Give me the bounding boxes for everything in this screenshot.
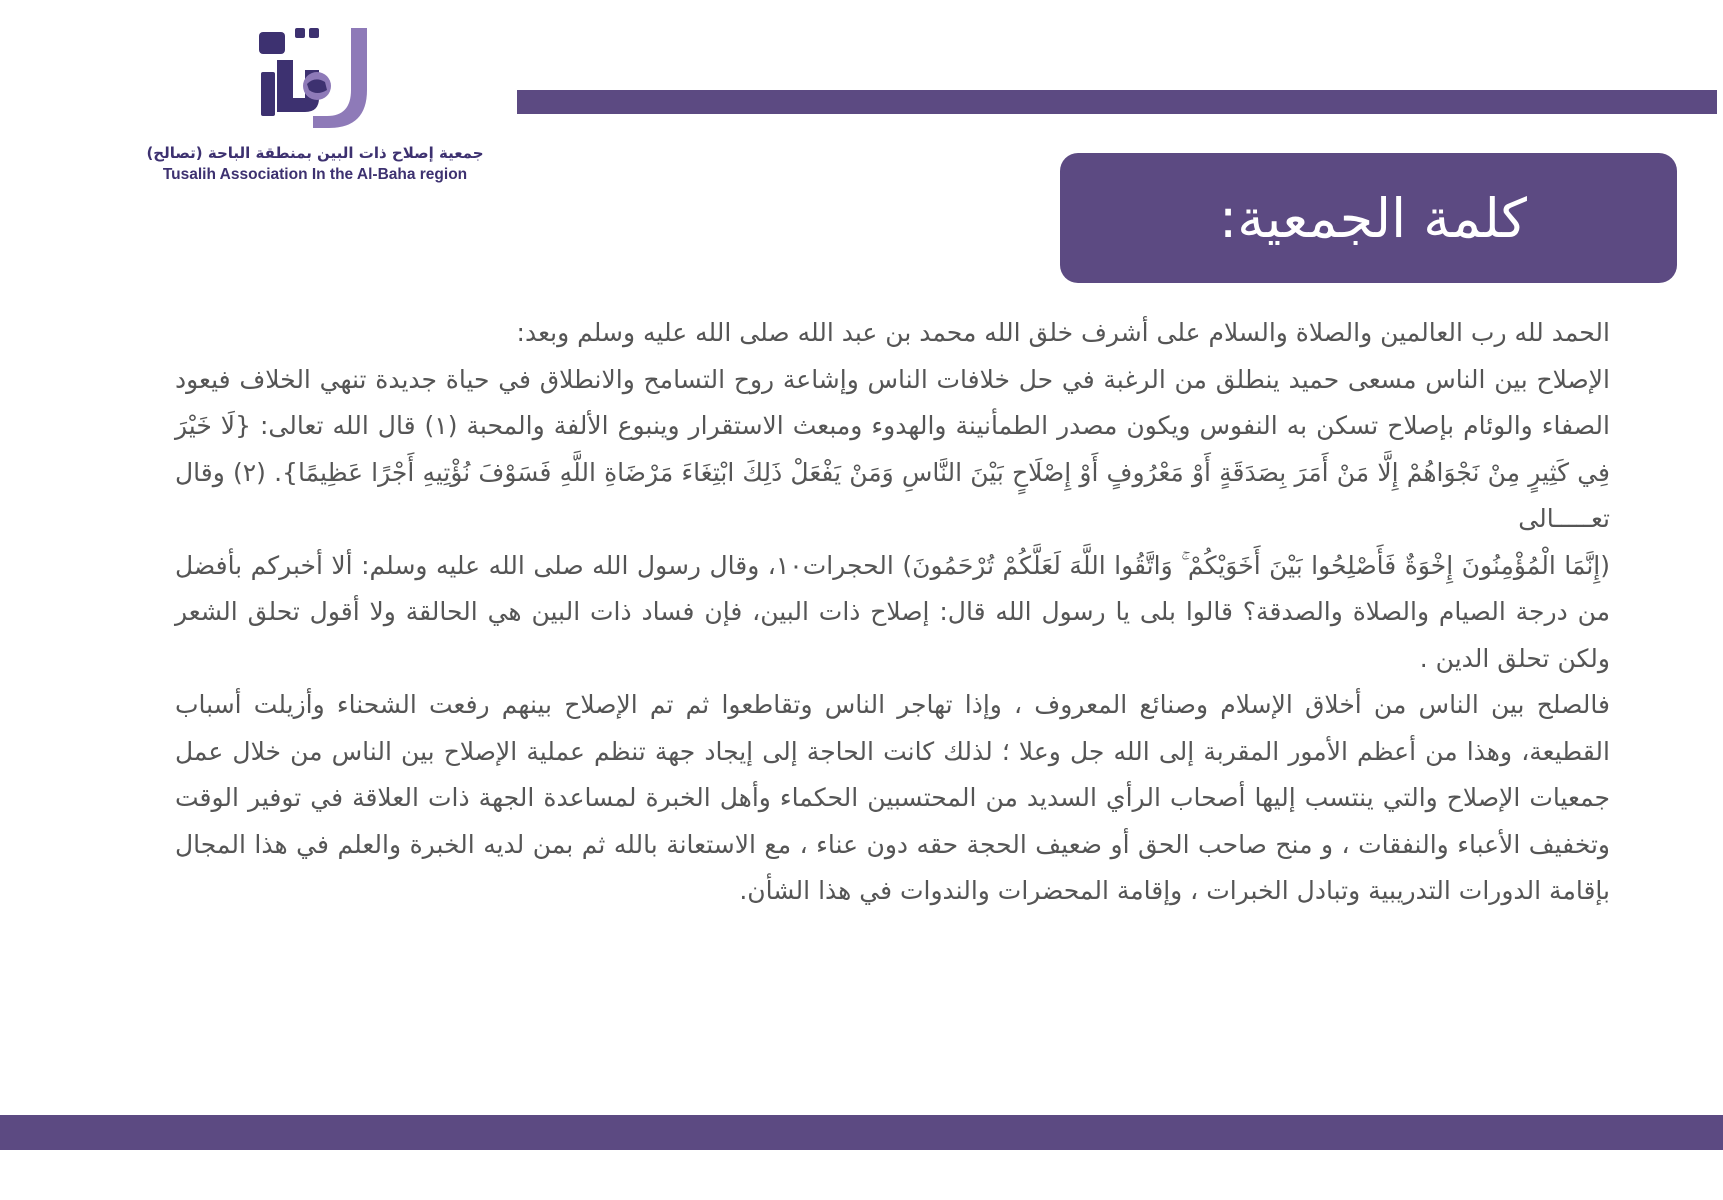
logo-english-name: Tusalih Association In the Al-Baha region <box>162 166 468 183</box>
paragraph-association-role: فالصلح بين الناس من أخلاق الإسلام وصنائع المعروف ، وإذا تهاجر الناس وتقاطعوا ثم تم الإصلاح بينهم رفعت الشحناء وأزيلت أسباب القطيعة، وهذا من أعظم الأمور المقربة إلى الله جل وعلا ؛ لذلك كانت الحاجة إلى إيجاد جهة تنظم عملية الإصلاح بين الناس من خلال عمل جمعيات الإصلاح والتي ينتسب إليها أصحاب الرأي السديد من المحتسبين الحكماء وأهل الخبرة لمساعدة الجهة ذات العلاقة في توفير الوقت وتخفيف الأعباء والنفقات ، و منح صاحب الحق أو ضعيف الحجة حقه دون عناء ، مع الاستعانة بالله ثم بمن لديه الخبرة والعلم في هذا المجال بإقامة الدورات التدريبية وتبادل الخبرات ، وإقامة المحضرات والندوات في هذا الشأن. <box>175 690 1610 905</box>
page-title: كلمة الجمعية: <box>1219 186 1527 250</box>
logo-mark-icon <box>255 20 375 132</box>
bottom-accent-bar <box>0 1115 1723 1150</box>
top-accent-bar <box>517 90 1717 114</box>
body-text <box>175 310 1610 915</box>
paragraph-reform: الإصلاح بين الناس مسعى حميد ينطلق من الرغبة في حل خلافات الناس وإشاعة روح التسامح والانطلاق في حياة جديدة تنهي الخلاف فيعود الصفاء والوئام بإصلاح تسكن به النفوس ويكون مصدر الطمأنينة والهدوء ومبعث الاستقرار وينبوع الألفة والمحبة (١) قال الله تعالى: {لَا خَيْرَ فِي كَثِيرٍ مِنْ نَجْوَاهُمْ إِلَّا مَنْ أَمَرَ بِصَدَقَةٍ أَوْ مَعْرُوفٍ أَوْ إِصْلَاحٍ بَيْنَ النَّاسِ وَمَنْ يَفْعَلْ ذَلِكَ ابْتِغَاءَ مَرْضَاةِ اللَّهِ فَسَوْفَ نُؤْتِيهِ أَجْرًا عَظِيمًا}. (٢) وقال تعـــــالى <box>175 364 1610 533</box>
association-logo <box>140 20 490 210</box>
logo-arabic-name: جمعية إصلاح ذات البين بمنطقة الباحة (تصالح) <box>146 144 484 162</box>
title-box <box>1060 153 1677 283</box>
paragraph-hadith: (إِنَّمَا الْمُؤْمِنُونَ إِخْوَةٌ فَأَصْلِحُوا بَيْنَ أَخَوَيْكُمْ ۚ وَاتَّقُوا اللَّهَ لَعَلَّكُمْ تُرْحَمُونَ) الحجرات١٠، وقال رسول الله صلى الله عليه وسلم: ألا أخبركم بأفضل من درجة الصيام والصلاة والصدقة؟ قالوا بلى يا رسول الله قال: إصلاح ذات البين، فإن فساد ذات البين هي الحالقة ولا أقول تحلق الشعر ولكن تحلق الدين . <box>175 550 1611 673</box>
paragraph-opening: الحمد لله رب العالمين والصلاة والسلام على أشرف خلق الله محمد بن عبد الله صلى الله عليه وسلم وبعد: <box>516 318 1610 347</box>
